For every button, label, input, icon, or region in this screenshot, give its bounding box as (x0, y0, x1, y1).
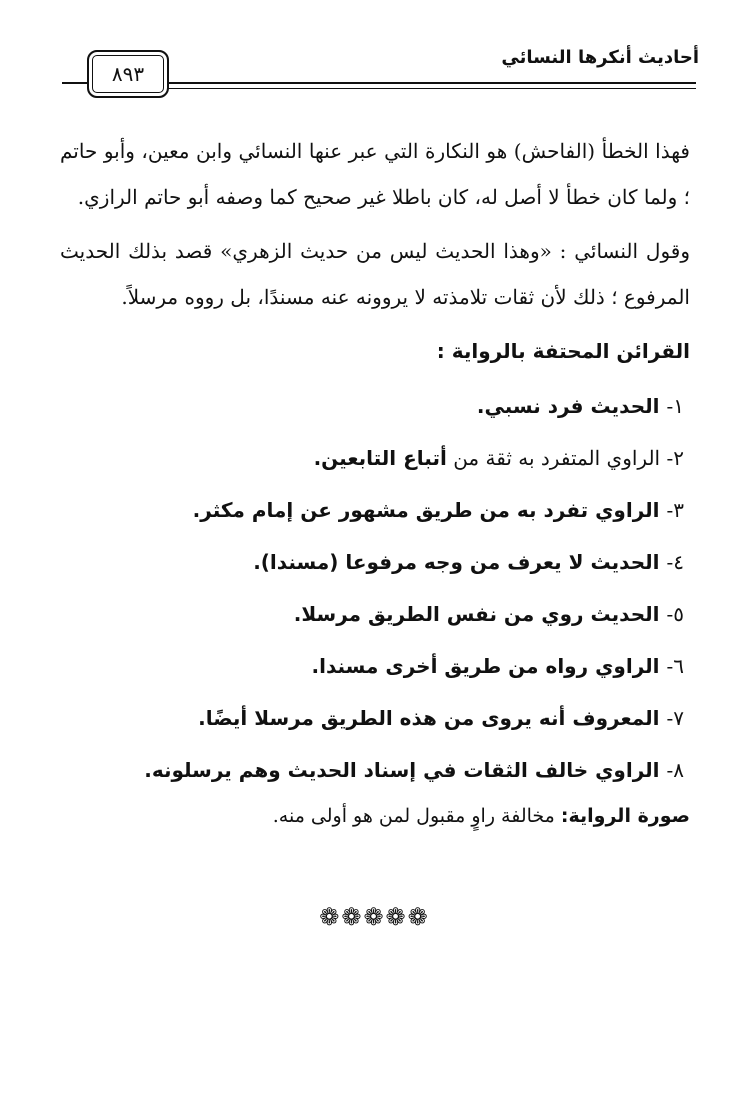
list-item: ٥- الحديث روي من نفس الطريق مرسلا. (293, 602, 684, 626)
definition-label: صورة الرواية: (560, 805, 690, 827)
header-rule-right-thin (162, 88, 696, 89)
list-item: ١- الحديث فرد نسبي. (476, 394, 684, 418)
evidence-list (60, 380, 690, 796)
page-number-badge (87, 50, 169, 98)
paragraph-2: وقول النسائي : «وهذا الحديث ليس من حديث الزهري» قصد بذلك الحديث المرفوع ؛ ذلك لأن ثقات تلامذته لا يروونه عنه مسندًا، بل رووه مرسلاً. (60, 239, 690, 309)
list-item: ٧- المعروف أنه يروى من هذه الطريق مرسلا أيضًا. (198, 706, 684, 730)
list-item: ٦- الراوي رواه من طريق أخرى مسندا. (311, 654, 684, 678)
list-item: ٤- الحديث لا يعرف من وجه مرفوعا (مسندا). (253, 550, 684, 574)
page-content (60, 128, 690, 836)
section-ornament: ❁❁❁❁❁ (319, 903, 430, 931)
narration-definition (60, 796, 690, 836)
page-number: ٨٩٣ (111, 62, 145, 86)
list-item: ٢- الراوي المتفرد به ثقة من أتباع التابعين. (313, 446, 684, 470)
header-rule-right (162, 82, 696, 84)
running-title: أحاديث أنكرها النسائي (501, 47, 699, 68)
list-item: ٣- الراوي تفرد به من طريق مشهور عن إمام مكثر. (192, 498, 684, 522)
section-heading: القرائن المحتفة بالرواية : (436, 339, 690, 363)
list-item: ٨- الراوي خالف الثقات في إسناد الحديث وهم يرسلونه. (144, 758, 684, 782)
definition-text: مخالفة راوٍ مقبول لمن هو أولى منه. (272, 805, 555, 827)
header-rule-left (62, 82, 90, 84)
paragraph-1: فهذا الخطأ (الفاحش) هو النكارة التي عبر عنها النسائي وابن معين، وأبو حاتم ؛ ولما كان خطأ لا أصل له، كان باطلا غير صحيح كما وصفه أبو حاتم الرازي. (60, 139, 690, 209)
